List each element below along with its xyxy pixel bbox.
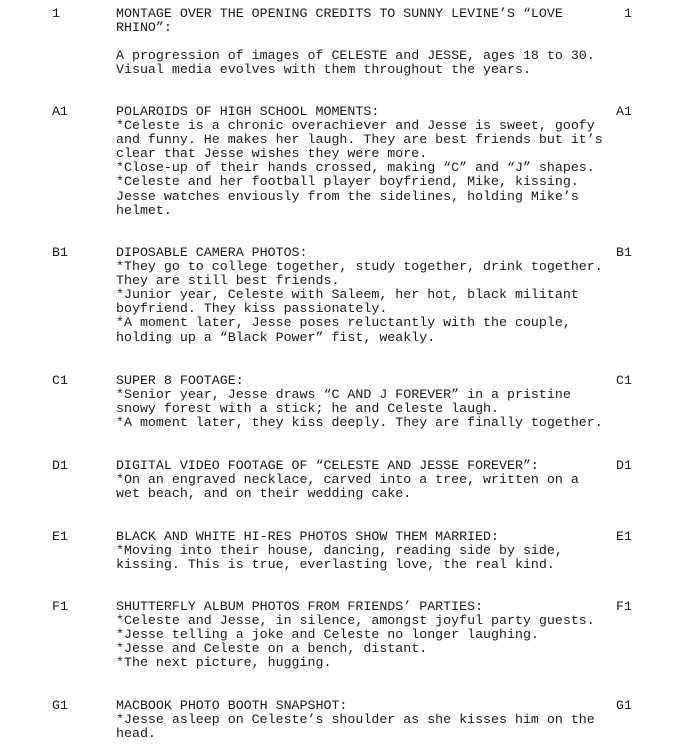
scene-number-left: G1	[52, 698, 68, 713]
body-line: helmet.	[116, 202, 172, 218]
scene-body	[116, 105, 626, 218]
scene-body	[116, 699, 626, 741]
body-line: *Junior year, Celeste with Saleem, her hot, black militant	[116, 287, 579, 303]
scene-body	[116, 246, 626, 345]
body-line: *Jesse and Celeste on a bench, distant.	[116, 641, 428, 657]
body-line: wet beach, and on their wedding cake.	[116, 486, 412, 502]
scene-body	[116, 7, 626, 77]
body-line: and funny. He makes her laugh. They are best friends but it’s	[116, 132, 603, 148]
scene-number-right: E1	[616, 529, 632, 544]
body-line: kissing. This is true, everlasting love, the real kind.	[116, 557, 555, 573]
scene-number-left: A1	[52, 104, 68, 119]
body-line: head.	[116, 726, 156, 742]
action-line: Visual media evolves with them throughout the years.	[116, 62, 531, 78]
scene-number-right: D1	[616, 458, 632, 473]
scene-number-left: D1	[52, 458, 68, 473]
scene-number-left: E1	[52, 529, 68, 544]
scene-number-left: F1	[52, 599, 68, 614]
body-line: *Moving into their house, dancing, reading side by side,	[116, 543, 563, 559]
body-line: *A moment later, Jesse poses reluctantly with the couple,	[116, 315, 571, 331]
scene-heading-line: MACBOOK PHOTO BOOTH SNAPSHOT:	[116, 698, 348, 713]
body-line: *They go to college together, study together, drink together.	[116, 259, 603, 275]
scene-number-right: C1	[616, 373, 632, 388]
body-line: *Celeste and Jesse, in silence, amongst joyful party guests.	[116, 613, 595, 629]
scene-number-right: F1	[616, 599, 632, 614]
scene-number-right: A1	[616, 104, 632, 119]
scene-number-left: C1	[52, 373, 68, 388]
body-line: *Senior year, Jesse draws “C AND J FOREVER” in a pristine	[116, 387, 571, 403]
scene-number-right: B1	[616, 245, 632, 260]
action-line: A progression of images of CELESTE and JESSE, ages 18 to 30.	[116, 48, 595, 64]
scene-heading-line: POLAROIDS OF HIGH SCHOOL MOMENTS:	[116, 104, 380, 119]
scene-heading-line: SHUTTERFLY ALBUM PHOTOS FROM FRIENDS’ PARTIES:	[116, 599, 484, 614]
body-line: snowy forest with a stick; he and Celeste laugh.	[116, 401, 500, 417]
body-line: Jesse watches enviously from the sidelines, holding Mike’s	[116, 188, 579, 204]
scene-body	[116, 459, 626, 501]
body-line: *Close-up of their hands crossed, making “C” and “J” shapes.	[116, 160, 595, 176]
body-line: *Celeste and her football player boyfriend, Mike, kissing.	[116, 174, 579, 190]
body-line: *On an engraved necklace, carved into a tree, written on a	[116, 472, 579, 488]
body-line: holding up a “Black Power” fist, weakly.	[116, 329, 436, 345]
body-line: *Jesse asleep on Celeste’s shoulder as she kisses him on the	[116, 712, 595, 728]
scene-heading-line: MONTAGE OVER THE OPENING CREDITS TO SUNNY LEVINE’S “LOVE	[116, 6, 563, 21]
scene-heading-line: BLACK AND WHITE HI-RES PHOTOS SHOW THEM MARRIED:	[116, 529, 500, 544]
scene-heading-line: DIGITAL VIDEO FOOTAGE OF “CELESTE AND JESSE FOREVER”:	[116, 458, 539, 473]
body-line: *A moment later, they kiss deeply. They are finally together.	[116, 415, 603, 431]
body-line: *The next picture, hugging.	[116, 655, 332, 671]
action-block	[116, 49, 626, 77]
scene-number-right: 1	[624, 6, 632, 21]
body-line: *Celeste is a chronic overachiever and Jesse is sweet, goofy	[116, 118, 595, 134]
scene-number-left: 1	[52, 6, 60, 21]
scene-heading-line: RHINO”:	[116, 20, 172, 36]
scene-body	[116, 374, 626, 430]
scene-number-right: G1	[616, 698, 632, 713]
body-line: *Jesse telling a joke and Celeste no longer laughing.	[116, 627, 539, 643]
scene-body	[116, 530, 626, 572]
body-line: boyfriend. They kiss passionately.	[116, 301, 388, 317]
scene-number-left: B1	[52, 245, 68, 260]
scene-body	[116, 600, 626, 670]
scene-heading-line: SUPER 8 FOOTAGE:	[116, 373, 244, 388]
body-line: They are still best friends.	[116, 273, 340, 289]
scene-heading-line: DIPOSABLE CAMERA PHOTOS:	[116, 245, 308, 260]
body-line: clear that Jesse wishes they were more.	[116, 146, 428, 162]
